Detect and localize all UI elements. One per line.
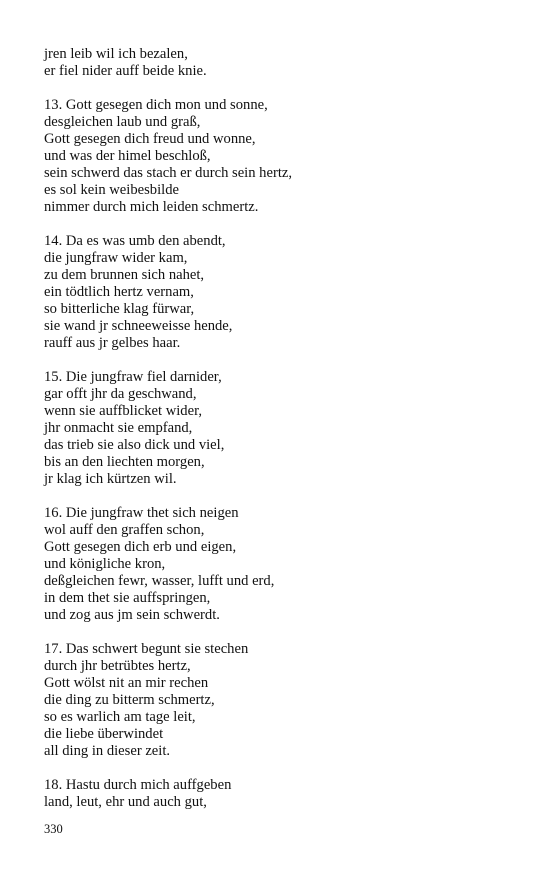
- verse-line: Gott gesegen dich erb und eigen,: [44, 539, 237, 555]
- verse-line: ein tödtlich hertz vernam,: [44, 284, 194, 300]
- page-number: 330: [44, 822, 63, 836]
- verse-line: rauff aus jr gelbes haar.: [44, 335, 181, 351]
- verse-line: in dem thet sie auffspringen,: [44, 590, 211, 606]
- verse-line: Gott gesegen dich freud und wonne,: [44, 131, 256, 147]
- verse-line: und was der himel beschloß,: [44, 148, 211, 164]
- verse-line: jr klag ich kürtzen wil.: [44, 471, 177, 487]
- stanza: [44, 505, 514, 624]
- stanza: [44, 641, 514, 760]
- verse-line: Gott wölst nit an mir rechen: [44, 675, 209, 691]
- verse-line: bis an den liechten morgen,: [44, 454, 205, 470]
- verse-line: nimmer durch mich leiden schmertz.: [44, 199, 259, 215]
- verse-line: jren leib wil ich bezalen,: [44, 46, 188, 62]
- verse-line: sie wand jr schneeweisse hende,: [44, 318, 233, 334]
- verse-line: jhr onmacht sie empfand,: [44, 420, 193, 436]
- verse-line: so es warlich am tage leit,: [44, 709, 196, 725]
- verse-line: 18. Hastu durch mich auffgeben: [44, 777, 232, 793]
- verse-line: 14. Da es was umb den abendt,: [44, 233, 226, 249]
- stanza: [44, 369, 514, 488]
- stanza: [44, 777, 514, 811]
- verse-line: er fiel nider auff beide knie.: [44, 63, 207, 79]
- verse-line: und zog aus jm sein schwerdt.: [44, 607, 220, 623]
- verse-line: zu dem brunnen sich nahet,: [44, 267, 205, 283]
- verse-line: 17. Das schwert begunt sie stechen: [44, 641, 249, 657]
- verse-line: gar offt jhr da geschwand,: [44, 386, 197, 402]
- verse-line: deßgleichen fewr, wasser, lufft und erd,: [44, 573, 275, 589]
- verse-line: sein schwerd das stach er durch sein hertz,: [44, 165, 293, 181]
- verse-line: wenn sie auffblicket wider,: [44, 403, 203, 419]
- verse-line: die jungfraw wider kam,: [44, 250, 188, 266]
- verse-line: die ding zu bitterm schmertz,: [44, 692, 215, 708]
- stanza: [44, 97, 514, 216]
- verse-line: 15. Die jungfraw fiel darnider,: [44, 369, 222, 385]
- verse-line: das trieb sie also dick und viel,: [44, 437, 225, 453]
- verse-line: so bitterliche klag fürwar,: [44, 301, 195, 317]
- verse-line: all ding in dieser zeit.: [44, 743, 171, 759]
- verse-line: wol auff den graffen schon,: [44, 522, 205, 538]
- verse-line: es sol kein weibesbilde: [44, 182, 179, 198]
- stanza: [44, 233, 514, 352]
- verse-line: 16. Die jungfraw thet sich neigen: [44, 505, 239, 521]
- verse-line: durch jhr betrübtes hertz,: [44, 658, 191, 674]
- verse-line: die liebe überwindet: [44, 726, 164, 742]
- stanza: [44, 46, 514, 80]
- verse-line: und königliche kron,: [44, 556, 166, 572]
- verse-line: 13. Gott gesegen dich mon und sonne,: [44, 97, 268, 113]
- verse-line: desgleichen laub und graß,: [44, 114, 201, 130]
- verse-line: land, leut, ehr und auch gut,: [44, 794, 207, 810]
- poem-text: [44, 46, 514, 828]
